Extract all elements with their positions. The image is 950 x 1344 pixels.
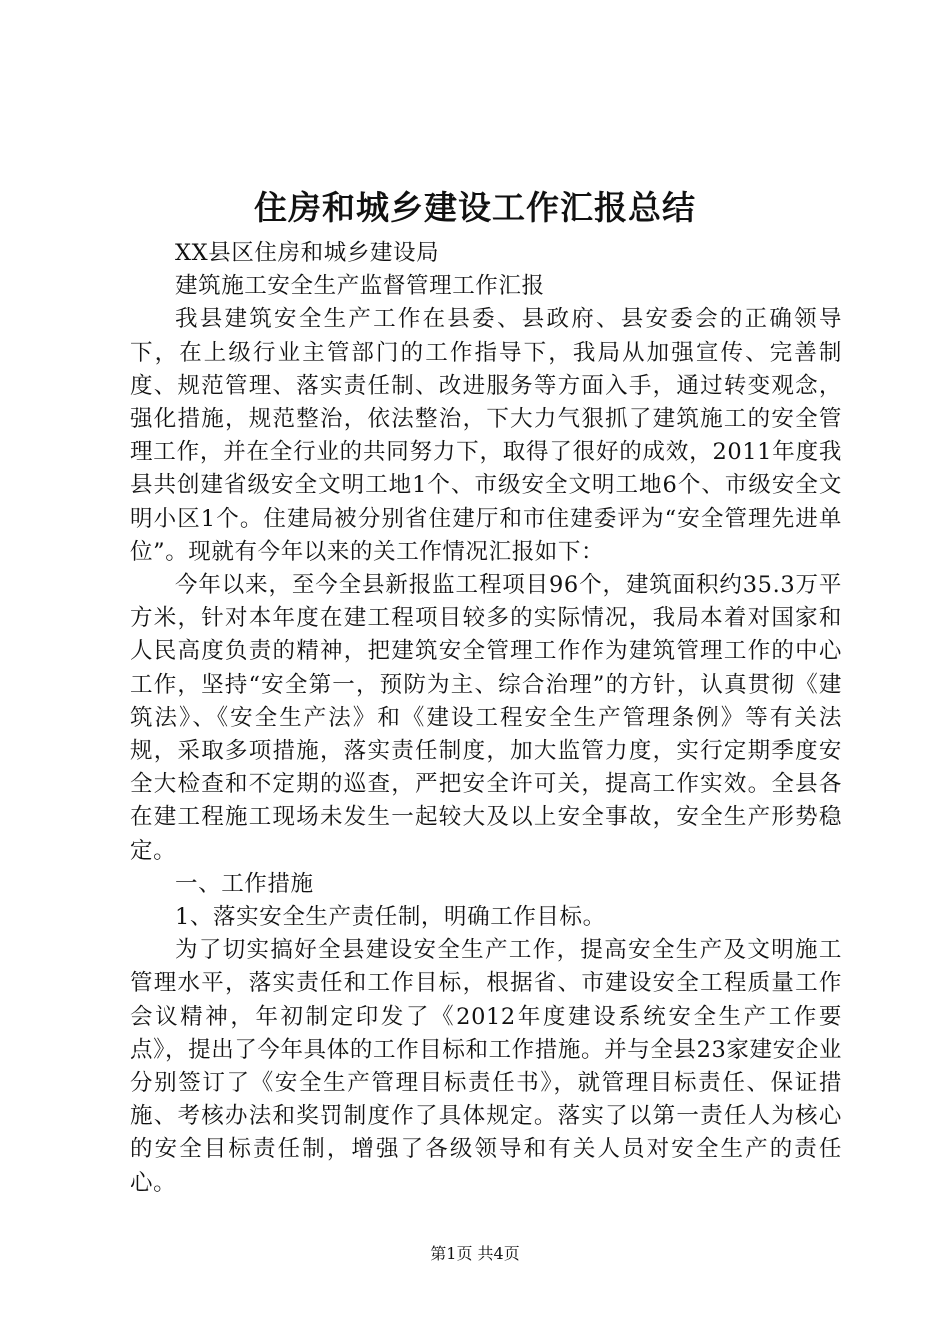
measures-paragraph: 为了切实搞好全县建设安全生产工作，提高安全生产及文明施工管理水平，落实责任和工作目标，根据省、市建设安全工程质量工作会议精神，年初制定印发了《2012年度建设系统安全生产工作要点》，提出了今年具体的工作目标和工作措施。并与全县23家建安企业分别签订了《安全生产管理目标责任书》，就管理目标责任、保证措施、考核办法和奖罚制度作了具体规定。落实了以第一责任人为核心的安全目标责任制，增强了各级领导和有关人员对安全生产的责任心。 — [130, 937, 842, 1196]
document-body — [130, 237, 842, 1200]
intro-paragraph: 我县建筑安全生产工作在县委、县政府、县安委会的正确领导下，在上级行业主管部门的工作指导下，我局从加强宣传、完善制度、规范管理、落实责任制、改进服务等方面入手，通过转变观念，强化措施，规范整治，依法整治，下大力气狠抓了建筑施工的安全管理工作，并在全行业的共同努力下，取得了很好的成效，2011年度我县共创建省级安全文明工地1个、市级安全文明工地6个、市级安全文明小区1个。住建局被分别省住建厅和市住建委评为“安全管理先进单位”。现就有今年以来的关工作情况汇报如下： — [130, 306, 842, 565]
subsection-heading: 1、落实安全生产责任制，明确工作目标。 — [175, 904, 606, 931]
section-heading: 一、工作措施 — [175, 870, 314, 897]
document-title: 住房和城乡建设工作汇报总结 — [254, 188, 696, 227]
issuer-line: XX县区住房和城乡建设局 — [175, 240, 440, 266]
page-footer: 第1页 共4页 — [430, 1244, 520, 1263]
overview-paragraph: 今年以来，至今全县新报监工程项目96个，建筑面积约35.3万平方米，针对本年度在建工程项目较多的实际情况，我局本着对国家和人民高度负责的精神，把建筑安全管理工作作为建筑管理工作的中心工作，坚持“安全第一，预防为主、综合治理”的方针，认真贯彻《建筑法》、《安全生产法》和《建设工程安全生产管理条例》等有关法规，采取多项措施，落实责任制度，加大监管力度，实行定期季度安全大检查和不定期的巡查，严把安全许可关，提高工作实效。全县各在建工程施工现场未发生一起较大及以上安全事故，安全生产形势稳定。 — [130, 572, 842, 864]
report-subtitle: 建筑施工安全生产监督管理工作汇报 — [175, 273, 545, 300]
